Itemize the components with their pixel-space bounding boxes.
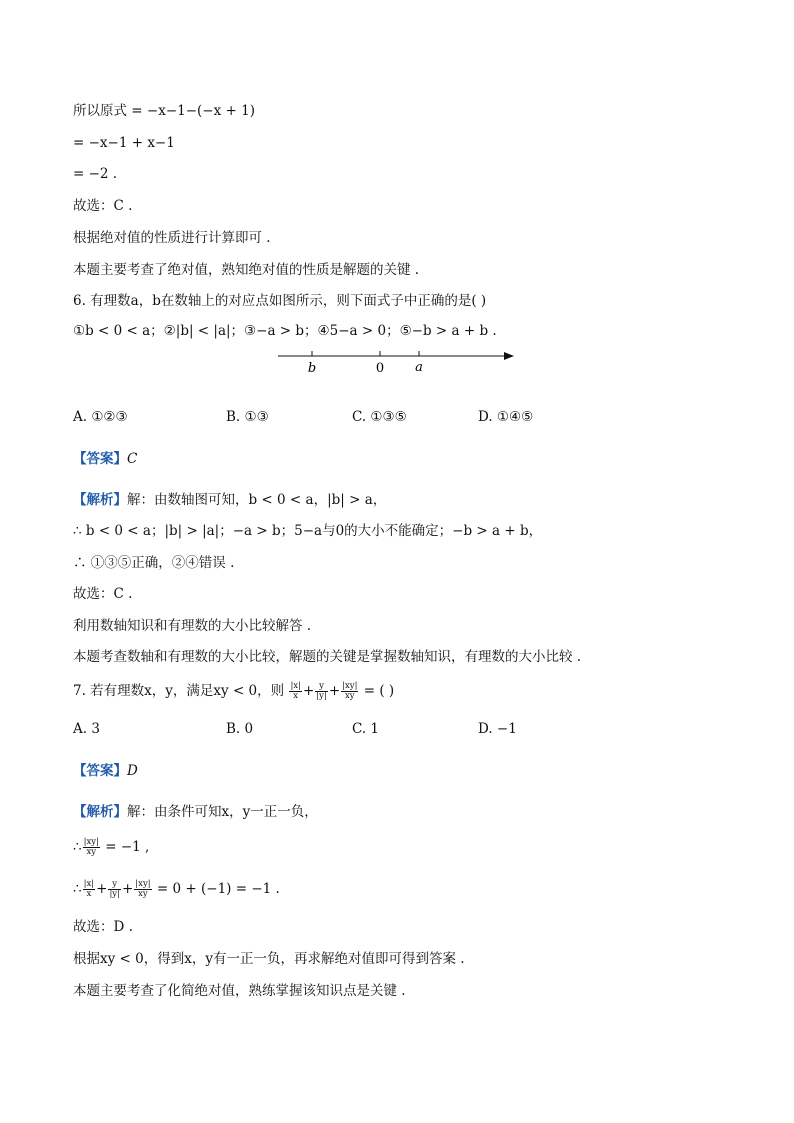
- solution-line-1: 所以原式 = −x−1−(−x + 1): [73, 103, 255, 119]
- fraction-denominator: xy: [138, 889, 148, 899]
- q6-analysis-line-2: ∴ b < 0 < a；|b| > |a|；−a > b；5−a与0的大小不能确定；−b > a + b，: [73, 523, 543, 539]
- choice-line: 故选：C .: [73, 198, 133, 214]
- fraction-numerator: |xy|: [135, 879, 151, 889]
- q6-answer: [73, 450, 137, 468]
- q6-option-d: D. ①④⑤: [478, 409, 534, 425]
- question-6-statements: ①b < 0 < a；②|b| < |a|；③−a > b；④5−a > 0；⑤−b > a + b .: [73, 323, 497, 339]
- fraction-denominator: xy: [344, 691, 355, 701]
- axis-label-b: b: [307, 361, 317, 376]
- fraction-numerator: |xy|: [342, 681, 358, 691]
- method-line: 根据绝对值的性质进行计算即可 .: [73, 230, 271, 246]
- answer-value: C: [127, 451, 138, 467]
- fraction-numerator: |x|: [83, 879, 95, 889]
- q6-method-line: 利用数轴知识和有理数的大小比较解答 .: [73, 618, 312, 634]
- analysis-tag: 【解析】: [73, 492, 127, 508]
- q6-choice-line: 故选：C .: [73, 586, 133, 602]
- analysis-text: 解：由数轴图可知，b < 0 < a，|b| > a，: [127, 492, 387, 508]
- q7-stem-text: 7. 若有理数x，y，满足xy < 0，则: [73, 683, 285, 699]
- fraction-abs-x-over-x: [289, 682, 302, 701]
- plus-sign: +: [328, 683, 341, 699]
- q6-analysis-line-3: ∴ ①③⑤正确，②④错误 .: [73, 555, 235, 571]
- q7-analysis-line-3: [73, 880, 280, 899]
- fraction-denominator: xy: [86, 847, 97, 857]
- answer-tag: 【答案】: [73, 451, 127, 467]
- solution-line-3: = −2 .: [73, 166, 118, 182]
- plus-sign: +: [96, 881, 108, 897]
- answer-value: D: [127, 763, 138, 779]
- fraction-y-over-abs-y: [108, 880, 121, 899]
- q6-summary-line: 本题考查数轴和有理数的大小比较，解题的关键是掌握数轴知识，有理数的大小比较 .: [73, 649, 582, 665]
- q7-option-b: B. 0: [226, 721, 254, 737]
- q7-analysis-line-2: [73, 838, 149, 857]
- question-7-stem: [73, 682, 394, 701]
- equation-result: = 0 + (−1) = −1 .: [156, 881, 280, 897]
- plus-sign: +: [302, 683, 315, 699]
- fraction-denominator: x: [293, 691, 299, 701]
- fraction-y-over-abs-y: [315, 682, 328, 701]
- fraction-denominator: x: [86, 889, 92, 899]
- q7-option-c: C. 1: [352, 721, 380, 737]
- fraction-abs-xy-over-xy: [341, 682, 358, 701]
- fraction-numerator: y: [315, 682, 328, 692]
- equation-result: = −1 ,: [105, 839, 150, 855]
- solution-line-2: = −x−1 + x−1: [73, 135, 175, 151]
- q6-analysis-line-1: [73, 491, 386, 509]
- q7-analysis-line-1: [73, 803, 318, 821]
- q7-option-d: D. −1: [478, 721, 517, 737]
- fraction-denominator: |y|: [316, 691, 327, 701]
- fraction-numerator: |x|: [290, 681, 301, 691]
- therefore-symbol: ∴: [73, 839, 82, 855]
- q7-answer: [73, 762, 138, 780]
- answer-tag: 【答案】: [73, 763, 127, 779]
- q6-option-c: C. ①③⑤: [352, 409, 407, 425]
- q7-summary-line: 本题主要考查了化简绝对值，熟练掌握该知识点是关键 .: [73, 983, 406, 999]
- q7-choice-line: 故选：D .: [73, 919, 133, 935]
- fraction-abs-xy-over-xy: [83, 838, 100, 857]
- analysis-tag: 【解析】: [73, 804, 127, 820]
- q6-option-a: A. ①②③: [73, 409, 128, 425]
- number-line-figure: [270, 340, 520, 376]
- q7-stem-end: = ( ): [363, 683, 395, 699]
- arrow-head-icon: [504, 352, 514, 360]
- fraction-abs-xy-over-xy: [134, 880, 151, 899]
- question-6-stem: 6. 有理数a，b在数轴上的对应点如图所示，则下面式子中正确的是( ): [73, 293, 487, 309]
- axis-label-a: a: [415, 360, 423, 375]
- therefore-symbol: ∴: [73, 881, 82, 897]
- q7-option-a: A. 3: [73, 721, 100, 737]
- fraction-numerator: |xy|: [83, 837, 99, 847]
- fraction-numerator: y: [108, 880, 121, 890]
- plus-sign: +: [121, 881, 134, 897]
- fraction-denominator: |y|: [109, 889, 120, 899]
- fraction-abs-x-over-x: [83, 880, 96, 899]
- q7-method-line: 根据xy < 0，得到x，y有一正一负，再求解绝对值即可得到答案 .: [73, 951, 465, 967]
- summary-line: 本题主要考查了绝对值，熟知绝对值的性质是解题的关键 .: [73, 262, 420, 278]
- analysis-text: 解：由条件可知x，y一正一负，: [127, 804, 318, 820]
- axis-label-zero: 0: [375, 361, 385, 376]
- q6-option-b: B. ①③: [226, 409, 269, 425]
